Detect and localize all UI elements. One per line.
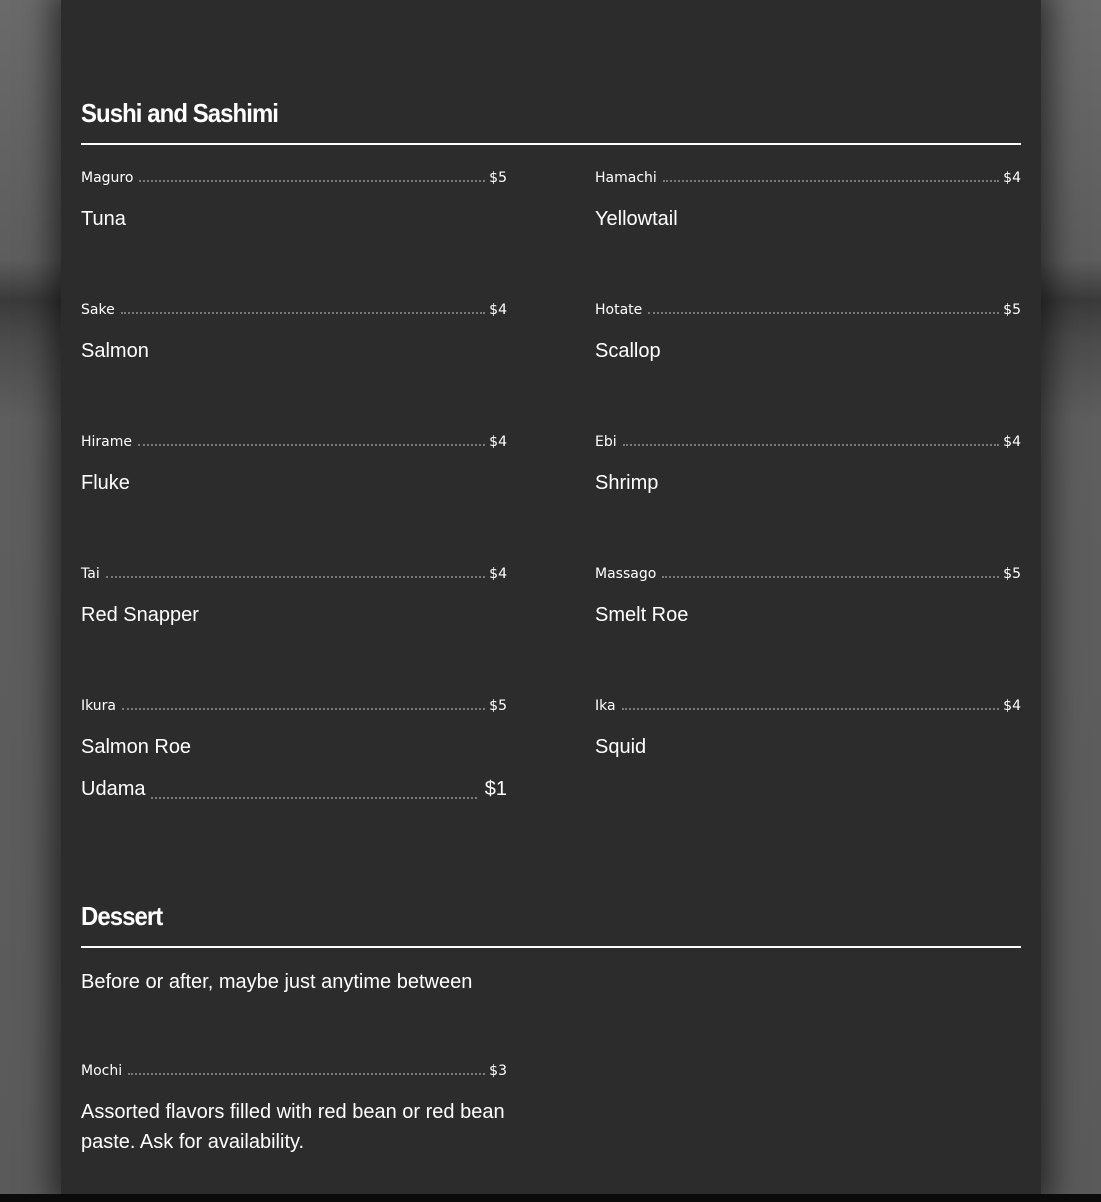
item-name: Massago: [595, 566, 657, 582]
dot-leader: [128, 1073, 485, 1075]
dot-leader: [663, 180, 999, 182]
item-description: Scallop: [595, 340, 661, 362]
section-divider: [81, 946, 1021, 948]
item-description: Salmon Roe: [81, 736, 192, 758]
item-description: Tuna: [81, 208, 126, 230]
section-intro: Before or after, maybe just anytime between: [81, 971, 473, 993]
item-header: [595, 432, 1021, 450]
item-header: [81, 432, 507, 450]
section-title-dessert: Dessert: [81, 901, 163, 931]
item-description: Fluke: [81, 472, 130, 494]
dot-leader: [623, 444, 1000, 446]
dot-leader: [139, 180, 485, 182]
item-name: Ikura: [81, 698, 117, 714]
dot-leader: [648, 312, 999, 314]
item-header: [595, 168, 1021, 186]
menu-item-ika: [595, 696, 1021, 762]
item-name: Mochi: [81, 1063, 123, 1079]
bottom-bar: [0, 1194, 1101, 1202]
item-price: $4: [489, 566, 507, 582]
item-price: $5: [489, 698, 507, 714]
item-name: Maguro: [81, 170, 134, 186]
dot-leader: [662, 576, 999, 578]
dot-leader: [121, 312, 485, 314]
item-price: $4: [489, 302, 507, 318]
menu-item-ebi: [595, 432, 1021, 498]
dot-leader: [151, 797, 476, 799]
menu-item-hamachi: [595, 168, 1021, 234]
item-name: Hotate: [595, 302, 643, 318]
item-price: $5: [1003, 302, 1021, 318]
item-description: Salmon: [81, 340, 149, 362]
item-price: $1: [484, 778, 507, 800]
item-price: $4: [1003, 170, 1021, 186]
menu-item-ikura: [81, 696, 507, 762]
item-header: [81, 778, 507, 801]
item-name: Sake: [81, 302, 115, 318]
item-price: $3: [489, 1063, 507, 1079]
item-name: Hamachi: [595, 170, 657, 186]
item-description: Yellowtail: [595, 208, 678, 230]
item-header: [81, 168, 507, 186]
item-header: [595, 696, 1021, 714]
item-description: Red Snapper: [81, 604, 199, 626]
section-title-sushi: Sushi and Sashimi: [81, 98, 279, 128]
item-price: $5: [1003, 566, 1021, 582]
item-header: [595, 300, 1021, 318]
item-name: Ika: [595, 698, 616, 714]
section-divider: [81, 143, 1021, 145]
item-name: Tai: [81, 566, 100, 582]
item-name: Hirame: [81, 434, 133, 450]
menu-item-udama: [81, 778, 507, 801]
item-header: [81, 300, 507, 318]
menu-item-hirame: [81, 432, 507, 498]
menu-item-maguro: [81, 168, 507, 234]
menu-item-sake: [81, 300, 507, 366]
menu-item-massago: [595, 564, 1021, 630]
dot-leader: [122, 708, 485, 710]
dot-leader: [622, 708, 1000, 710]
item-name: Ebi: [595, 434, 617, 450]
item-header: [81, 1061, 507, 1079]
item-price: $5: [489, 170, 507, 186]
item-header: [81, 696, 507, 714]
item-description: Squid: [595, 736, 647, 758]
menu-item-tai: [81, 564, 507, 630]
item-description: Assorted flavors filled with red bean or red bean paste. Ask for availability.: [81, 1101, 505, 1153]
item-description: Shrimp: [595, 472, 659, 494]
dot-leader: [106, 576, 485, 578]
menu-item-hotate: [595, 300, 1021, 366]
item-price: $4: [489, 434, 507, 450]
item-header: [595, 564, 1021, 582]
item-price: $4: [1003, 434, 1021, 450]
dot-leader: [138, 444, 485, 446]
menu-item-mochi: [81, 1061, 507, 1157]
item-price: $4: [1003, 698, 1021, 714]
item-header: [81, 564, 507, 582]
item-description: Smelt Roe: [595, 604, 689, 626]
item-name: Udama: [81, 778, 146, 800]
menu-panel: [61, 0, 1041, 1194]
